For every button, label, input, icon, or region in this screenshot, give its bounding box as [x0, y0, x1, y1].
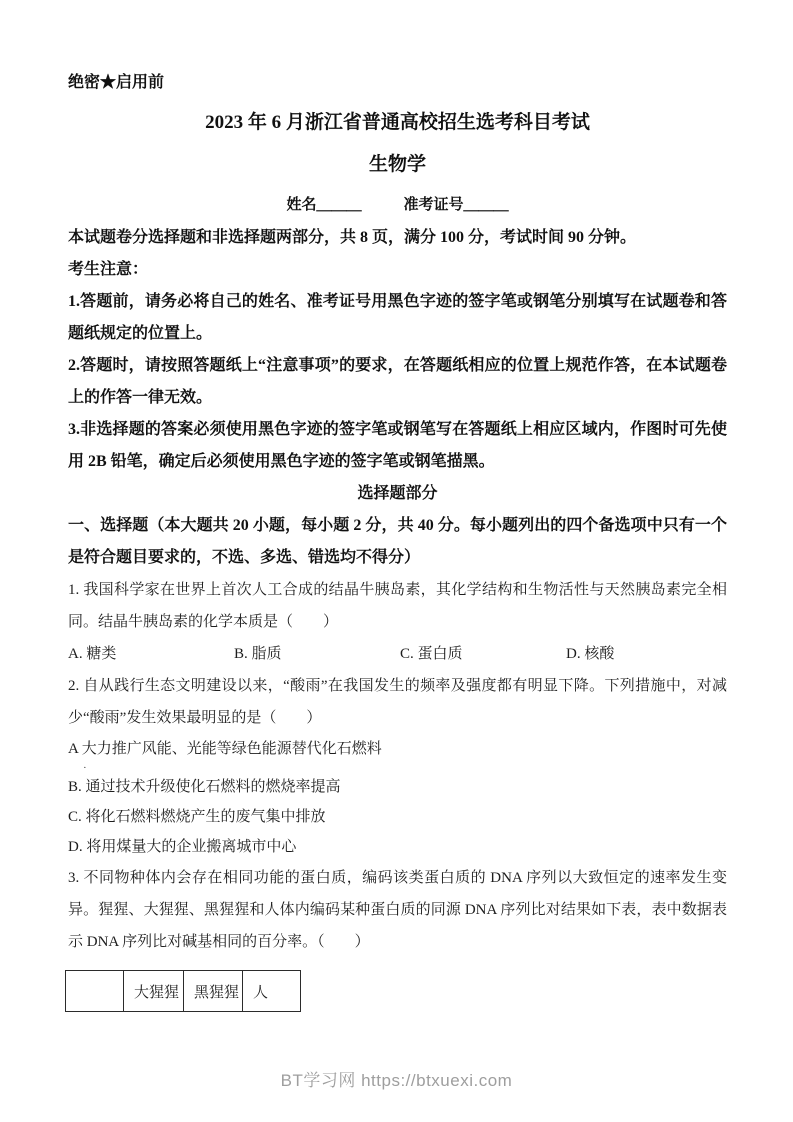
question-2-option-c: C. 将化石燃料燃烧产生的废气集中排放: [68, 809, 326, 825]
question-1-option-b: B. 脂质: [234, 646, 282, 662]
ticket-blank: ＿＿＿: [463, 197, 509, 213]
section-instructions: 一、选择题（本大题共 20 小题，每小题 2 分，共 40 分。每小题列出的四个备选项中只有一个是符合题目要求的，不选、多选、错选均不得分）: [68, 517, 727, 566]
candidate-info-line: [68, 194, 727, 216]
exam-subject: 生物学: [368, 154, 426, 175]
table-cell-gorilla: 大猩猩: [124, 971, 184, 1012]
question-2-option-d: D. 将用煤量大的企业搬离城市中心: [68, 839, 297, 855]
name-label: 姓名: [286, 197, 317, 213]
table-cell-empty: [66, 971, 124, 1012]
question-3-stem: 3. 不同物种体内会存在相同功能的蛋白质，编码该类蛋白质的 DNA 序列以大致恒定的速率发生变异。猩猩、大猩猩、黑猩猩和人体内编码某种蛋白质的同源 DNA 序列比对结果如下表，表中数据表示 DNA 序列比对碱基相同的百分率。（ ）: [68, 870, 727, 950]
notice-item-1: 1.答题前，请务必将自己的姓名、准考证号用黑色字迹的签字笔或钢笔分别填写在试题卷和答题纸规定的位置上。: [68, 293, 727, 342]
question-1-option-d: D. 核酸: [566, 646, 615, 662]
classification-label: 绝密★启用前: [68, 74, 165, 91]
question-1-option-a: A. 糖类: [68, 646, 117, 662]
exam-info-paragraph: 本试题卷分选择题和非选择题两部分，共 8 页，满分 100 分，考试时间 90 分钟。: [68, 229, 637, 246]
table-cell-human: 人: [243, 971, 301, 1012]
dna-comparison-table: [65, 970, 301, 1012]
notice-item-3: 3.非选择题的答案必须使用黑色字迹的签字笔或钢笔写在答题纸上相应区域内，作图时可先使用 2B 铅笔，确定后必须使用黑色字迹的签字笔或钢笔描黑。: [68, 421, 727, 470]
table-header-row: [66, 971, 301, 1012]
section-part-heading: 选择题部分: [357, 485, 438, 502]
question-2-option-a: A 大力推广风能、光能等绿色能源替代化石燃料: [68, 741, 382, 757]
question-2-stem: 2. 自从践行生态文明建设以来，“酸雨”在我国发生的频率及强度都有明显下降。下列措施中，对减少“酸雨”发生效果最明显的是（ ）: [68, 678, 727, 726]
question-1-stem: 1. 我国科学家在世界上首次人工合成的结晶牛胰岛素，其化学结构和生物活性与天然胰岛素完全相同。结晶牛胰岛素的化学本质是（ ）: [68, 582, 727, 630]
stray-print-mark: ·: [83, 762, 87, 774]
site-watermark: BT学习网 https://btxuexi.com: [280, 1071, 513, 1090]
table-cell-chimpanzee: 黑猩猩: [184, 971, 243, 1012]
ticket-label: 准考证号: [403, 197, 464, 213]
notice-heading: 考生注意：: [68, 261, 149, 278]
question-2-option-b: B. 通过技术升级使化石燃料的燃烧率提高: [68, 779, 341, 795]
exam-title: 2023 年 6 月浙江省普通高校招生选考科目考试: [205, 112, 590, 133]
notice-item-2: 2.答题时，请按照答题纸上“注意事项”的要求，在答题纸相应的位置上规范作答，在本试题卷上的作答一律无效。: [68, 357, 727, 406]
name-blank: ＿＿＿: [316, 197, 362, 213]
question-1-option-c: C. 蛋白质: [400, 646, 463, 662]
question-1-options: [68, 638, 727, 670]
